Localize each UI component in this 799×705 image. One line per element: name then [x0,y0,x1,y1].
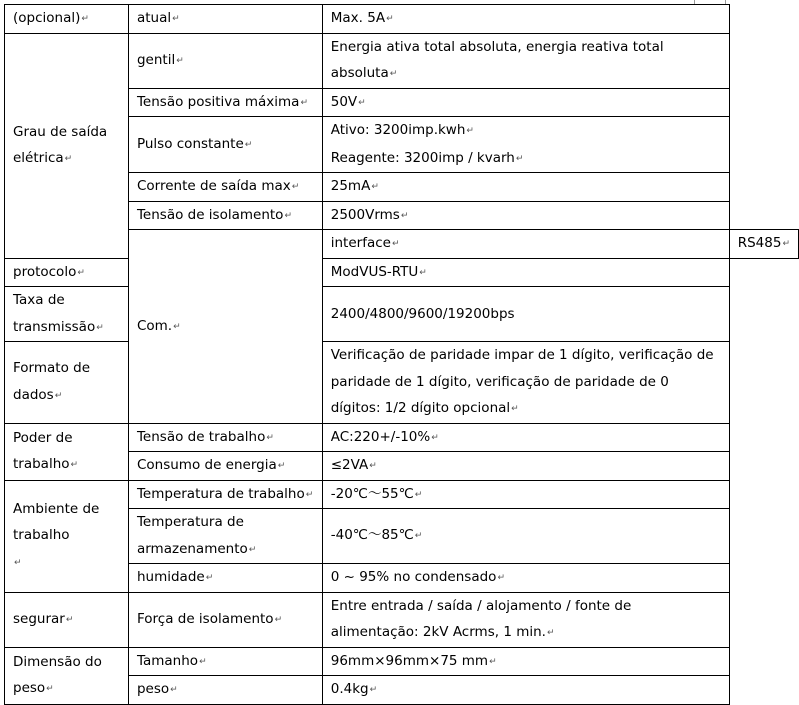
group-cell-saida [5,33,129,258]
group-label: Ambiente de trabalho [13,500,100,544]
param-cell [128,423,322,452]
param-cell [128,592,322,647]
param-cell [128,564,322,593]
value-cell [322,423,729,452]
value-text: 50V ↵ [331,94,366,110]
param-label: protocolo ↵ [13,264,85,280]
param-cell [128,117,322,173]
param-label: humidade ↵ [137,569,213,585]
param-label: Formato de dados ↵ [13,360,90,403]
value-text: Entre entrada / saída / alojamento / fonte de alimentação: 2kV Acrms, 1 min. ↵ [331,598,632,641]
param-cell [128,5,322,34]
group-cell-ambiente [5,480,129,592]
value-cell [322,287,729,342]
value-text: Ativo: 3200imp.kwh ↵ [331,122,474,138]
return-mark [13,554,22,570]
param-label: Tamanho ↵ [137,653,207,669]
value-cell [322,5,729,34]
group-label: Grau de saída elétrica ↵ [13,124,107,167]
value-cell [322,564,729,593]
param-label: peso ↵ [137,681,178,697]
param-cell [128,201,322,230]
table-row [5,287,799,342]
group-label: (opcional) ↵ [13,10,89,26]
value-text: 2400/4800/9600/19200bps [330,305,515,322]
param-label: atual ↵ [137,10,180,26]
value-text: ModVUS-RTU ↵ [331,264,427,280]
param-cell [5,287,129,342]
param-cell [5,258,129,287]
table-row [5,5,799,34]
param-label: Temperatura de armazenamento ↵ [137,514,256,557]
group-cell-segurar [5,592,129,647]
value-cell [322,258,729,287]
group-cell-dimensao [5,647,129,704]
group-cell-poder [5,423,129,480]
param-label: Tensão de trabalho ↵ [137,429,274,445]
param-cell [128,33,322,88]
value-text: Max. 5A ↵ [331,10,394,26]
param-label: Pulso constante ↵ [137,136,252,152]
group-cell-com [128,230,322,424]
value-text: ≤2VA ↵ [331,457,377,473]
table-row [5,258,799,287]
table-row [5,592,799,647]
value-text: 0.4kg ↵ [331,681,377,697]
value-cell [322,509,729,564]
value-text: -20℃～55℃ ↵ [331,486,423,502]
value-text: 0 ~ 95% no condensado ↵ [331,569,505,585]
param-cell [5,342,129,424]
group-cell [5,5,129,34]
param-label: Tensão de isolamento ↵ [137,207,292,223]
param-label: Força de isolamento ↵ [137,611,282,627]
param-cell [128,173,322,202]
value-text: 25mA ↵ [331,178,379,194]
value-cell [322,173,729,202]
param-label: Temperatura de trabalho ↵ [137,486,313,502]
value-cell [322,88,729,117]
value-cell [322,117,729,173]
table-row [5,423,799,452]
value-text: -40℃～85℃ ↵ [331,527,423,543]
value-cell [322,676,729,705]
value-cell [729,230,798,259]
param-label: Taxa de transmissão ↵ [13,292,104,335]
value-text: 2500Vrms ↵ [331,207,409,223]
value-cell [322,647,729,676]
param-label: Consumo de energia ↵ [137,457,285,473]
value-text: Reagente: 3200imp / kvarh ↵ [331,150,524,166]
value-text: RS485 ↵ [738,235,790,251]
param-label: interface ↵ [331,235,400,251]
group-label: Poder de trabalho ↵ [13,430,78,473]
value-text: Verificação de paridade impar de 1 dígito, verificação de paridade de 1 dígito, verificação de paridade de 0 dígitos: 1/2 dígito opcional ↵ [331,347,714,416]
param-cell [128,509,322,564]
param-cell [128,480,322,509]
value-cell [322,480,729,509]
group-label: Com. ↵ [137,318,181,334]
value-cell [322,452,729,481]
value-cell [322,33,729,88]
param-cell [128,88,322,117]
value-cell [322,342,729,424]
value-text: 96mm×96mm×75 mm ↵ [331,653,497,669]
param-label: Corrente de saída max ↵ [137,178,299,194]
value-text: AC:220+/-10% ↵ [331,429,439,445]
spec-table [4,4,799,705]
param-cell [322,230,729,259]
table-row [5,33,799,88]
table-row [5,480,799,509]
value-cell [322,201,729,230]
value-text: Energia ativa total absoluta, energia reativa total absoluta ↵ [331,39,664,82]
value-cell [322,592,729,647]
table-row [5,647,799,676]
param-cell [128,647,322,676]
param-label: gentil ↵ [137,52,184,68]
param-cell [128,676,322,705]
group-label: segurar ↵ [13,611,73,627]
table-row [5,342,799,424]
param-label: Tensão positiva máxima ↵ [137,94,308,110]
group-label: Dimensão do peso ↵ [13,654,102,697]
param-cell [128,452,322,481]
